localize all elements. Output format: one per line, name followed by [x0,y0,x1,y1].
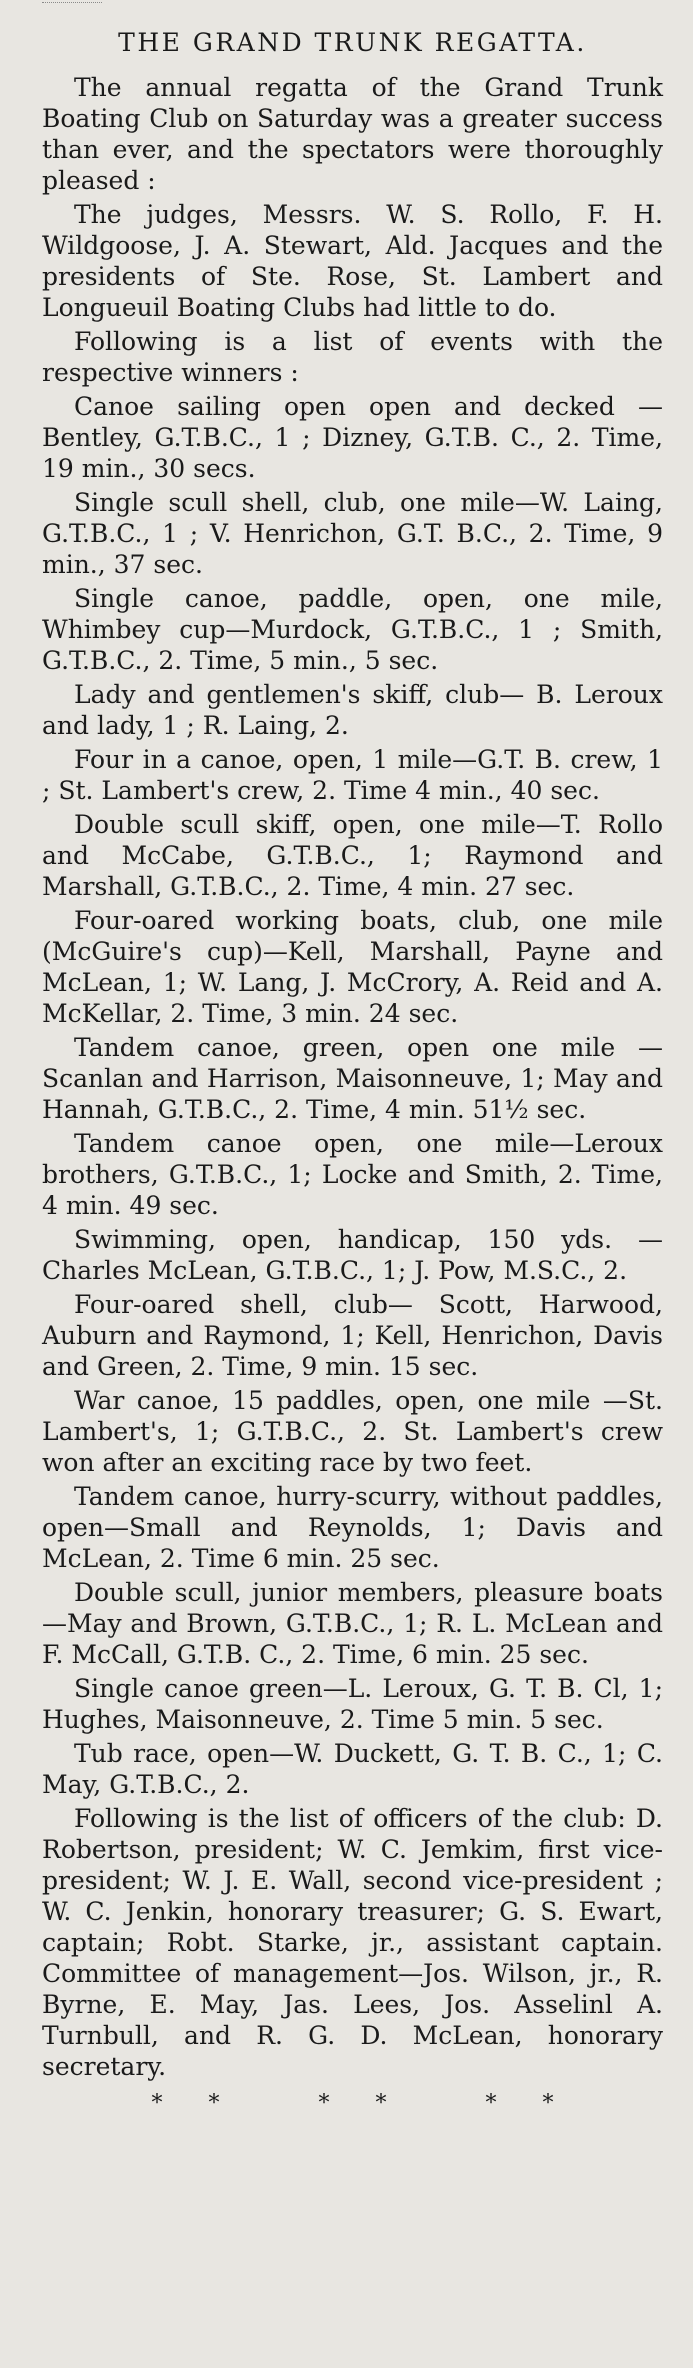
article-paragraph: The judges, Messrs. W. S. Rollo, F. H. Wildgoose, J. A. Stewart, Ald. Jacques and the presidents of Ste. Rose, St. Lambert and Longueuil Boating Clubs had little to do. [42,200,663,322]
article-paragraph: Four in a canoe, open, 1 mile—G.T. B. crew, 1 ; St. Lambert's crew, 2. Time 4 min., 40 sec. [42,745,663,805]
article-paragraph: Tandem canoe open, one mile—Leroux brothers, G.T.B.C., 1; Locke and Smith, 2. Time, 4 min. 49 sec. [42,1129,663,1220]
article-paragraph: Tandem canoe, hurry-scurry, without paddles, open—Small and Reynolds, 1; Davis and McLean, 2. Time 6 min. 25 sec. [42,1482,663,1573]
article-body [42,72,663,2082]
article-paragraph: Four-oared working boats, club, one mile (McGuire's cup)—Kell, Marshall, Payne and McLean, 1; W. Lang, J. McCrory, A. Reid and A. McKellar, 2. Time, 3 min. 24 sec. [42,906,663,1028]
article-paragraph: Following is a list of events with the respective winners : [42,327,663,387]
article-paragraph: Single canoe green—L. Leroux, G. T. B. Cl, 1; Hughes, Maisonneuve, 2. Time 5 min. 5 sec. [42,1674,663,1734]
article-paragraph: Following is the list of officers of the club: D. Robertson, president; W. C. Jemkim, first vice-president; W. J. E. Wall, second vice-president ; W. C. Jenkin, honorary treasurer; G. S. Ewart, captain; Robt. Starke, jr., assistant captain. Committee of management—Jos. Wilson, jr., R. Byrne, E. May, Jas. Lees, Jos. Asselinl A. Turnbull, and R. G. D. McLean, honorary secretary. [42,1804,663,2081]
article-title: THE GRAND TRUNK REGATTA. [118,28,587,57]
top-divider [42,2,102,7]
article-paragraph: Single canoe, paddle, open, one mile, Whimbey cup—Murdock, G.T.B.C., 1 ; Smith, G.T.B.C., 2. Time, 5 min., 5 sec. [42,584,663,675]
article-paragraph: Tandem canoe, green, open one mile —Scanlan and Harrison, Maisonneuve, 1; May and Hannah, G.T.B.C., 2. Time, 4 min. 51½ sec. [42,1033,663,1124]
article-paragraph: Lady and gentlemen's skiff, club— B. Leroux and lady, 1 ; R. Laing, 2. [42,680,663,740]
article-paragraph: War canoe, 15 paddles, open, one mile —St. Lambert's, 1; G.T.B.C., 2. St. Lambert's crew won after an exciting race by two feet. [42,1386,663,1477]
article-paragraph: Double scull, junior members, pleasure boats—May and Brown, G.T.B.C., 1; R. L. McLean and F. McCall, G.T.B. C., 2. Time, 6 min. 25 sec. [42,1578,663,1669]
article-paragraph: Four-oared shell, club— Scott, Harwood, Auburn and Raymond, 1; Kell, Henrichon, Davis and Green, 2. Time, 9 min. 15 sec. [42,1290,663,1381]
article-paragraph: Canoe sailing open open and decked —Bentley, G.T.B.C., 1 ; Dizney, G.T.B. C., 2. Time, 19 min., 30 secs. [42,392,663,483]
closing-stars: ** ** ** [151,2091,600,2116]
article-paragraph: The annual regatta of the Grand Trunk Boating Club on Saturday was a greater success than ever, and the spectators were thoroughly pleased : [42,73,663,195]
article-paragraph: Tub race, open—W. Duckett, G. T. B. C., 1; C. May, G.T.B.C., 2. [42,1739,663,1799]
article-paragraph: Single scull shell, club, one mile—W. Laing, G.T.B.C., 1 ; V. Henrichon, G.T. B.C., 2. Time, 9 min., 37 sec. [42,488,663,579]
article-paragraph: Double scull skiff, open, one mile—T. Rollo and McCabe, G.T.B.C., 1; Raymond and Marshall, G.T.B.C., 2. Time, 4 min. 27 sec. [42,810,663,901]
article-paragraph: Swimming, open, handicap, 150 yds. —Charles McLean, G.T.B.C., 1; J. Pow, M.S.C., 2. [42,1225,663,1285]
